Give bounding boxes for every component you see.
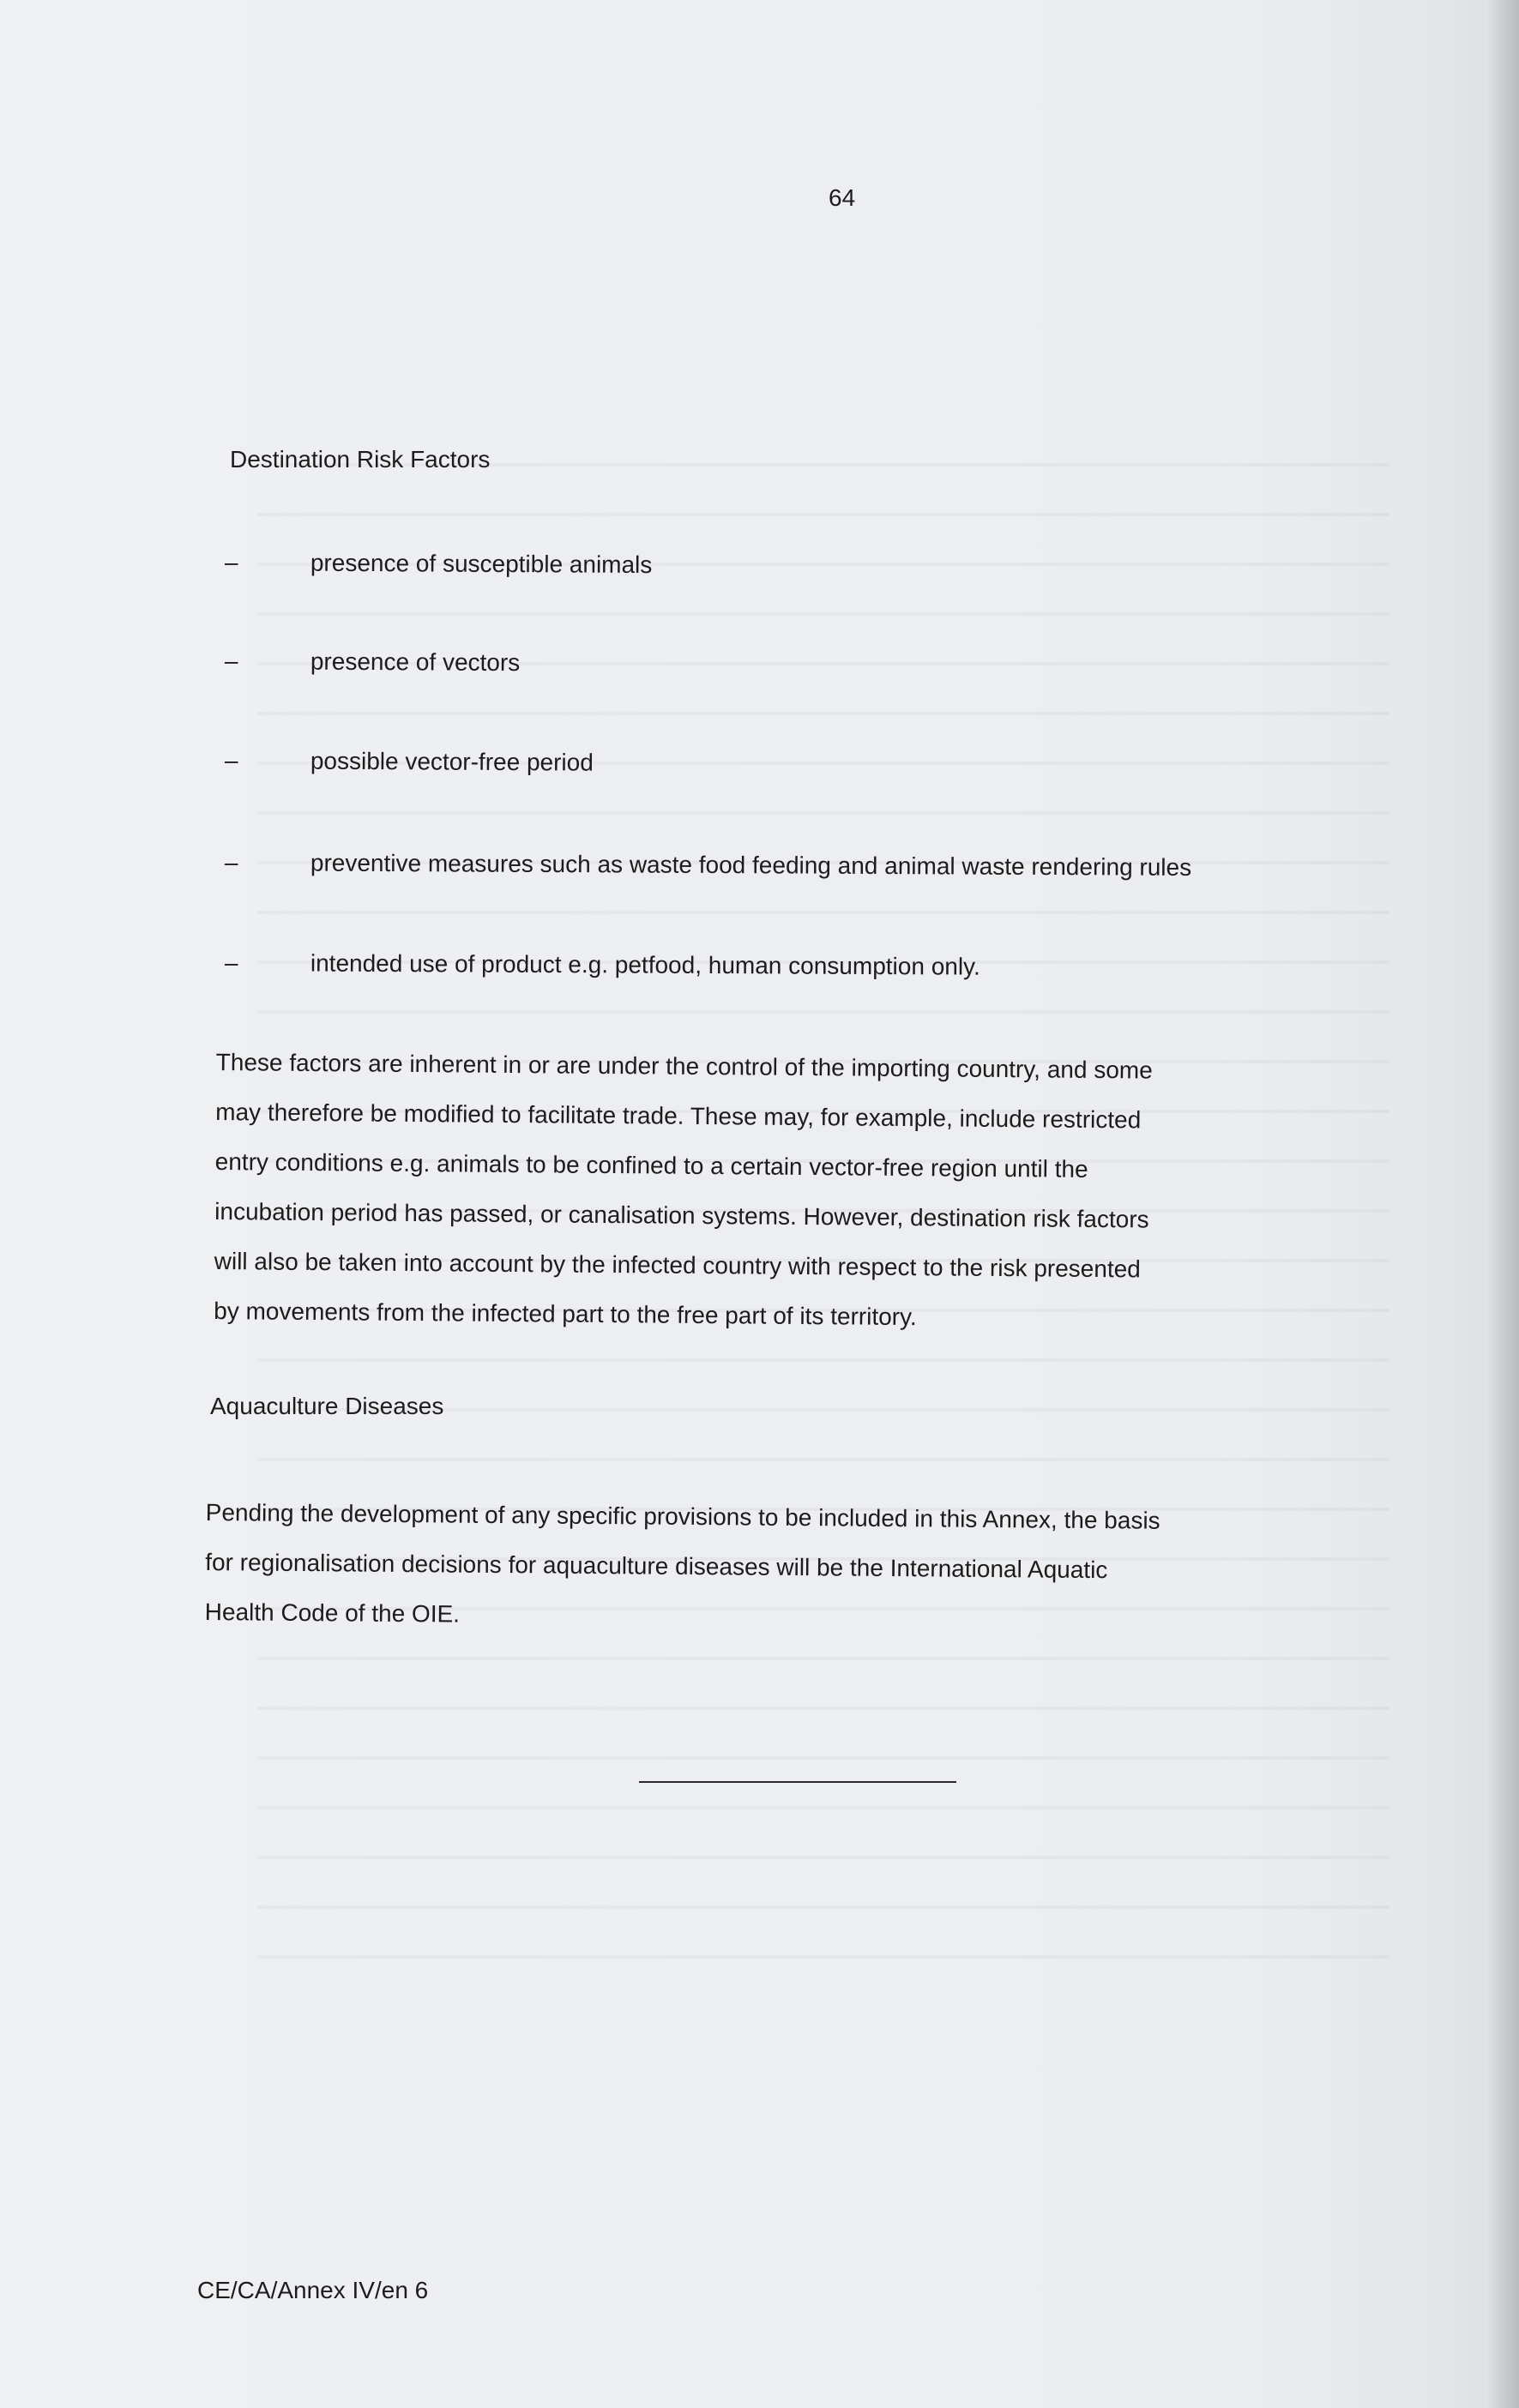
bullet-item	[224, 949, 1408, 980]
bullet-item	[224, 849, 1408, 881]
aquaculture-paragraph	[204, 1488, 1397, 1647]
paragraph-line: Health Code of the OIE.	[204, 1598, 461, 1628]
document-reference: CE/CA/Annex IV/en 6	[197, 2277, 429, 2303]
bullet-text: presence of susceptible animals	[310, 549, 653, 579]
section-heading-destination-risk-factors: Destination Risk Factors	[230, 446, 491, 473]
paragraph-line: will also be taken into account by the infected country with respect to the risk presented	[214, 1247, 1141, 1283]
section-heading-aquaculture-diseases: Aquaculture Diseases	[210, 1393, 444, 1419]
paragraph-line: incubation period has passed, or canalisation systems. However, destination risk factors	[214, 1197, 1149, 1233]
paragraph-line: may therefore be modified to facilitate trade. These may, for example, include restricted	[215, 1098, 1142, 1134]
bullet-item	[224, 549, 1408, 579]
bullet-item	[224, 747, 1408, 776]
end-rule	[639, 1781, 956, 1783]
bullet-text: presence of vectors	[310, 647, 521, 677]
paragraph-line: These factors are inherent in or are under the control of the importing country, and some	[215, 1048, 1153, 1084]
paragraph-line: Pending the development of any specific provisions to be included in this Annex, the basis	[205, 1498, 1160, 1534]
bullet-text: possible vector-free period	[310, 747, 594, 776]
paragraph-line: entry conditions e.g. animals to be confined to a certain vector-free region until the	[214, 1147, 1088, 1183]
paragraph-line: by movements from the infected part to the free part of its territory.	[214, 1297, 917, 1331]
bullet-dash: –	[224, 549, 238, 576]
bullet-dash: –	[224, 849, 238, 876]
page-number: 64	[829, 184, 856, 211]
page-edge-shadow	[1485, 0, 1519, 2408]
bullet-dash: –	[224, 949, 238, 977]
destination-paragraph	[214, 1038, 1408, 1346]
bullet-text: preventive measures such as waste food feeding and animal waste rendering rules	[310, 849, 1192, 881]
paragraph-line: for regionalisation decisions for aquaculture diseases will be the International Aquatic	[205, 1548, 1108, 1584]
bullet-dash: –	[224, 747, 238, 774]
bullet-text: intended use of product e.g. petfood, human consumption only.	[310, 949, 980, 980]
bullet-item	[224, 647, 1408, 677]
bullet-dash: –	[224, 647, 238, 675]
